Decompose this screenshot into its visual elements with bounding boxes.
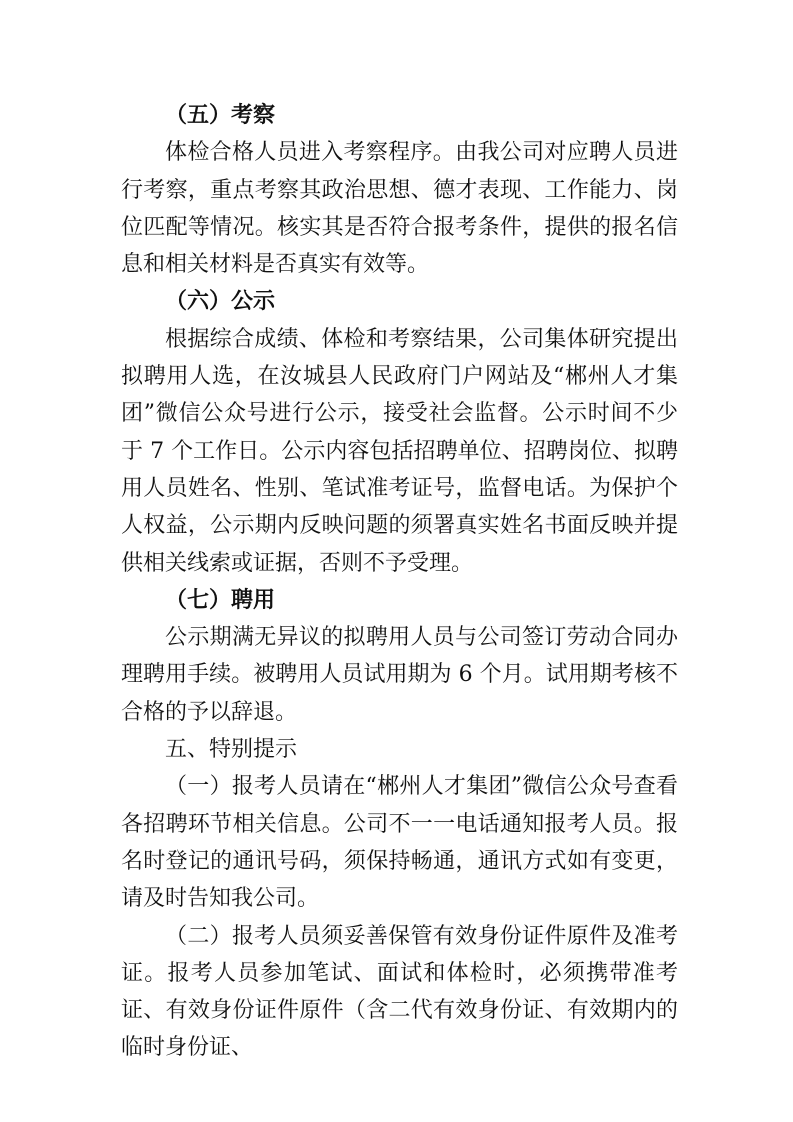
document-body <box>121 97 678 1067</box>
section-title-special-notes: 五、特别提示 <box>165 737 298 763</box>
paragraph-note-2: （二）报考人员须妥善保管有效身份证件原件及准考证。报考人员参加笔试、面试和体检时，必须携带准考证、有效身份证件原件（含二代有效身份证、有效期内的临时身份证、 <box>121 923 678 1061</box>
heading-publicity: （六）公示 <box>165 289 276 315</box>
paragraph-employment: 公示期满无异议的拟聘用人员与公司签订劳动合同办理聘用手续。被聘用人员试用期为 6 个月。试用期考核不合格的予以辞退。 <box>121 625 678 725</box>
heading-inspection: （五）考察 <box>165 103 276 128</box>
paragraph-note-1: （一）报考人员请在“郴州人才集团”微信公众号查看各招聘环节相关信息。公司不一一电话通知报考人员。报名时登记的通讯号码，须保持畅通，通讯方式如有变更，请及时告知我公司。 <box>121 774 678 912</box>
heading-employment: （七）聘用 <box>165 587 276 613</box>
paragraph-inspection: 体检合格人员进入考察程序。由我公司对应聘人员进行考察，重点考察其政治思想、德才表现、工作能力、岗位匹配等情况。核实其是否符合报考条件，提供的报名信息和相关材料是否真实有效等。 <box>121 140 678 278</box>
paragraph-publicity: 根据综合成绩、体检和考察结果，公司集体研究提出拟聘用人选，在汝城县人民政府门户网站及“郴州人才集团”微信公众号进行公示，接受社会监督。公示时间不少于 7 个工作日。公示内容包括招聘单位、招聘岗位、拟聘用人员姓名、性别、笔试准考证号，监督电话。为保护个人权益，公示期内反映问题的须署真实姓名书面反映并提供相关线索或证据，否则不予受理。 <box>121 326 678 576</box>
